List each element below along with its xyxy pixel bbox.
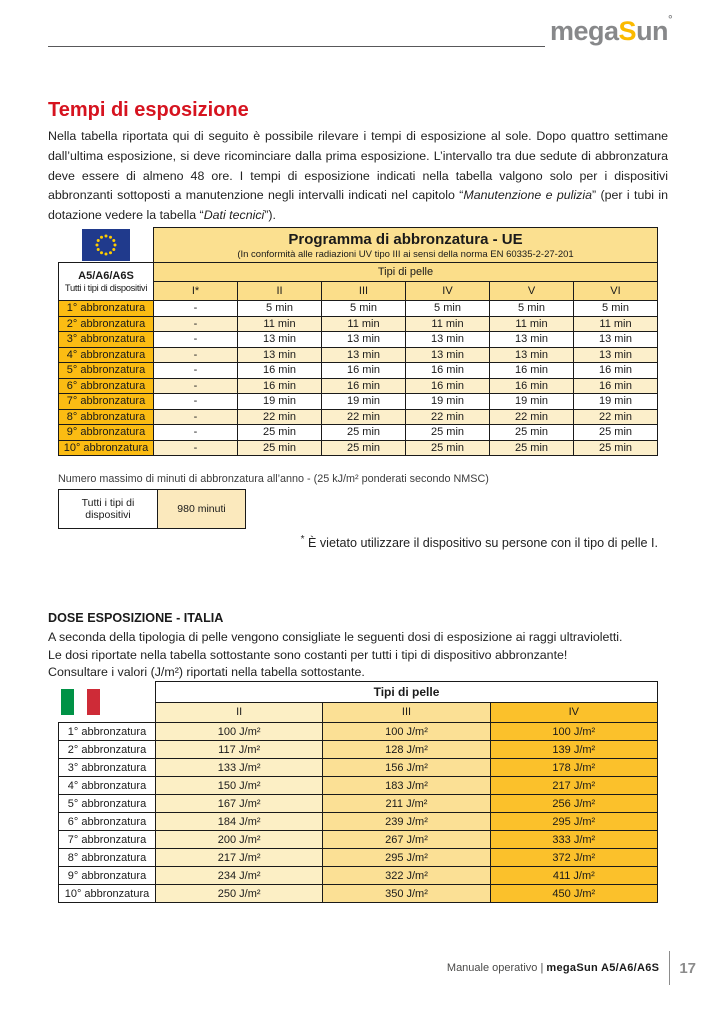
table-cell: 16 min <box>322 378 406 394</box>
logo-s: S <box>618 16 637 46</box>
table-cell: 25 min <box>406 425 490 441</box>
italia-dose-table <box>58 681 658 903</box>
intro-seg1: Nella tabella riportata qui di seguito è possibile rilevare i tempi di esposizione al sole. Dopo quattro settimane dall’ultima esposizione, si deve ricominciare dalla prima esposizione. L’intervallo tra due sedute di abbronzatura deve essere di almeno 48 ore. I tempi di esposizione indicati nella tabella valgono solo per i dispositivi abbronzanti sottoposti a manutenzione negli intervalli indicati nel capitolo “ <box>48 129 668 203</box>
header-rule <box>48 46 545 47</box>
table-cell: 22 min <box>322 409 406 425</box>
table-cell: 25 min <box>322 425 406 441</box>
table-cell: 150 J/m² <box>156 777 323 795</box>
page-title: Tempi di esposizione <box>48 99 249 121</box>
table-cell: 100 J/m² <box>323 723 490 741</box>
table-cell: 100 J/m² <box>156 723 323 741</box>
eu-flag-cell <box>59 228 154 263</box>
table-cell: 22 min <box>406 409 490 425</box>
row-label: 10° abbronzatura <box>59 885 156 903</box>
table-cell: 178 J/m² <box>490 759 657 777</box>
row-label: 5° abbronzatura <box>59 795 156 813</box>
table-cell: 256 J/m² <box>490 795 657 813</box>
table-row <box>59 316 658 332</box>
table-cell: 19 min <box>490 394 574 410</box>
max-minutes-label: Tutti i tipi di dispositivi <box>59 490 158 529</box>
footer-text <box>447 962 659 974</box>
table-cell: 22 min <box>490 409 574 425</box>
skin-types-header-italia: Tipi di pelle <box>156 682 658 703</box>
table-cell: 25 min <box>490 440 574 456</box>
logo-mega: mega <box>550 16 619 46</box>
table-cell: 322 J/m² <box>323 867 490 885</box>
eu-flag-icon <box>82 229 130 261</box>
dose-line-3: Consultare i valori (J/m²) riportati nella tabella sottostante. <box>48 665 365 680</box>
column-header-III: III <box>322 282 406 301</box>
table-cell: 19 min <box>322 394 406 410</box>
table-cell: 133 J/m² <box>156 759 323 777</box>
table-cell: 333 J/m² <box>490 831 657 849</box>
table-cell: - <box>154 378 238 394</box>
table-cell: 25 min <box>322 440 406 456</box>
megasun-logo <box>550 16 672 47</box>
table-cell: 5 min <box>574 301 658 317</box>
row-label: 9° abbronzatura <box>59 867 156 885</box>
table-cell: 13 min <box>574 347 658 363</box>
italy-flag-icon <box>61 689 101 715</box>
table-cell: 217 J/m² <box>156 849 323 867</box>
table-cell: 372 J/m² <box>490 849 657 867</box>
table-row <box>59 409 658 425</box>
table-cell: - <box>154 394 238 410</box>
table-row <box>59 849 658 867</box>
ue-table-subtitle: (In conformità alle radiazioni UV tipo III ai sensi della norma EN 60335-2-27-201 <box>237 248 574 260</box>
footer-divider <box>669 951 670 985</box>
italia-table-body <box>59 723 658 903</box>
ue-table-title: Programma di abbronzatura - UE <box>288 230 523 248</box>
logo-trademark: ° <box>668 14 672 26</box>
ue-table-skin-row <box>59 263 658 282</box>
ue-table-title-row <box>59 228 658 263</box>
device-model: A5/A6/A6S <box>78 270 134 282</box>
column-header-VI: VI <box>574 282 658 301</box>
intro-italic-manutenzione: Manutenzione e pulizia <box>463 188 592 203</box>
intro-seg5: ”). <box>264 208 276 223</box>
table-cell: 25 min <box>238 425 322 441</box>
max-minutes-note: Numero massimo di minuti di abbronzatura all’anno - (25 kJ/m² ponderati secondo NMSC) <box>58 473 489 485</box>
table-cell: 11 min <box>490 316 574 332</box>
table-row <box>59 867 658 885</box>
table-cell: 25 min <box>490 425 574 441</box>
column-header-IV: IV <box>406 282 490 301</box>
dose-section-heading: DOSE ESPOSIZIONE - ITALIA <box>48 611 224 625</box>
table-cell: 350 J/m² <box>323 885 490 903</box>
column-header-V: V <box>490 282 574 301</box>
table-cell: 19 min <box>574 394 658 410</box>
table-cell: 200 J/m² <box>156 831 323 849</box>
table-cell: 5 min <box>322 301 406 317</box>
table-cell: 450 J/m² <box>490 885 657 903</box>
row-label: 10° abbronzatura <box>59 440 154 456</box>
table-cell: 13 min <box>490 347 574 363</box>
italia-table-skin-row <box>59 682 658 703</box>
row-label: 6° abbronzatura <box>59 813 156 831</box>
footnote-asterisk: * <box>300 534 305 545</box>
table-row <box>59 723 658 741</box>
table-cell: 217 J/m² <box>490 777 657 795</box>
table-cell: 13 min <box>238 332 322 348</box>
table-cell: 411 J/m² <box>490 867 657 885</box>
row-label: 8° abbronzatura <box>59 849 156 867</box>
footnote-text: È vietato utilizzare il dispositivo su persone con il tipo di pelle I. <box>304 536 658 551</box>
intro-seg3: ” (per i tubi in dotazione vedere la tabella “ <box>48 188 668 223</box>
table-cell: 16 min <box>406 378 490 394</box>
table-cell: 16 min <box>574 363 658 379</box>
table-cell: 16 min <box>490 378 574 394</box>
table-cell: 184 J/m² <box>156 813 323 831</box>
table-cell: 139 J/m² <box>490 741 657 759</box>
table-cell: 234 J/m² <box>156 867 323 885</box>
table-cell: 167 J/m² <box>156 795 323 813</box>
table-row <box>59 831 658 849</box>
row-label: 6° abbronzatura <box>59 378 154 394</box>
table-cell: 16 min <box>238 378 322 394</box>
table-cell: 25 min <box>574 425 658 441</box>
table-cell: 13 min <box>406 347 490 363</box>
table-cell: 5 min <box>238 301 322 317</box>
table-row <box>59 741 658 759</box>
table-cell: 11 min <box>406 316 490 332</box>
page-number: 17 <box>679 959 696 977</box>
table-cell: - <box>154 440 238 456</box>
table-cell: 13 min <box>322 332 406 348</box>
row-label: 9° abbronzatura <box>59 425 154 441</box>
row-label: 7° abbronzatura <box>59 394 154 410</box>
ue-table-container <box>58 227 658 456</box>
ue-tanning-table <box>58 227 658 456</box>
max-minutes-value: 980 minuti <box>158 490 246 529</box>
table-cell: 11 min <box>574 316 658 332</box>
column-header-II-italia: II <box>156 702 323 723</box>
row-label: 4° abbronzatura <box>59 777 156 795</box>
table-cell: 19 min <box>238 394 322 410</box>
table-cell: 295 J/m² <box>490 813 657 831</box>
table-cell: 25 min <box>406 440 490 456</box>
table-cell: - <box>154 347 238 363</box>
italia-table-container <box>58 681 658 903</box>
table-row <box>59 347 658 363</box>
table-cell: 16 min <box>238 363 322 379</box>
column-header-IV-italia: IV <box>490 702 657 723</box>
table-cell: 11 min <box>322 316 406 332</box>
table-row <box>59 363 658 379</box>
table-cell: 25 min <box>238 440 322 456</box>
row-label: 1° abbronzatura <box>59 723 156 741</box>
table-cell: 22 min <box>238 409 322 425</box>
intro-italic-dati-tecnici: Dati tecnici <box>203 208 265 223</box>
max-minutes-row <box>59 490 246 529</box>
table-cell: 16 min <box>574 378 658 394</box>
table-row <box>59 425 658 441</box>
table-row <box>59 301 658 317</box>
table-row <box>59 777 658 795</box>
device-subtitle: Tutti i tipi di dispositivi <box>64 282 148 293</box>
table-cell: 16 min <box>322 363 406 379</box>
table-cell: 295 J/m² <box>323 849 490 867</box>
row-label: 7° abbronzatura <box>59 831 156 849</box>
table-cell: 267 J/m² <box>323 831 490 849</box>
table-cell: 16 min <box>490 363 574 379</box>
table-cell: 5 min <box>406 301 490 317</box>
footer-product-name: megaSun A5/A6/A6S <box>546 962 660 974</box>
table-row <box>59 813 658 831</box>
intro-paragraph <box>48 127 668 226</box>
table-row <box>59 759 658 777</box>
logo-un: un <box>636 16 669 46</box>
table-cell: 22 min <box>574 409 658 425</box>
footer-separator: | <box>540 962 544 974</box>
table-cell: - <box>154 425 238 441</box>
italy-flag-cell <box>59 682 156 723</box>
table-cell: - <box>154 332 238 348</box>
table-cell: 183 J/m² <box>323 777 490 795</box>
table-cell: 25 min <box>574 440 658 456</box>
table-cell: 16 min <box>406 363 490 379</box>
max-minutes-box <box>58 489 246 529</box>
table-row <box>59 378 658 394</box>
table-cell: - <box>154 316 238 332</box>
table-row <box>59 795 658 813</box>
table-row <box>59 885 658 903</box>
table-cell: 13 min <box>238 347 322 363</box>
table-row <box>59 332 658 348</box>
table-cell: 13 min <box>322 347 406 363</box>
skin-types-header: Tipi di pelle <box>154 263 658 282</box>
column-header-III-italia: III <box>323 702 490 723</box>
row-label: 8° abbronzatura <box>59 409 154 425</box>
device-type-cell <box>59 263 154 301</box>
table-cell: 11 min <box>238 316 322 332</box>
table-cell: 13 min <box>574 332 658 348</box>
table-row <box>59 440 658 456</box>
table-cell: 250 J/m² <box>156 885 323 903</box>
table-cell: - <box>154 301 238 317</box>
table-cell: 239 J/m² <box>323 813 490 831</box>
column-header-I: I* <box>154 282 238 301</box>
row-label: 2° abbronzatura <box>59 316 154 332</box>
table-cell: - <box>154 409 238 425</box>
skin-type-footnote <box>301 534 658 550</box>
table-row <box>59 394 658 410</box>
table-cell: 156 J/m² <box>323 759 490 777</box>
row-label: 1° abbronzatura <box>59 301 154 317</box>
row-label: 5° abbronzatura <box>59 363 154 379</box>
table-cell: 13 min <box>490 332 574 348</box>
ue-table-title-cell <box>154 228 658 263</box>
column-header-II: II <box>238 282 322 301</box>
dose-line-1: A seconda della tipologia di pelle vengono consigliate le seguenti dosi di esposizione ai raggi ultravioletti. <box>48 630 623 644</box>
table-cell: - <box>154 363 238 379</box>
table-cell: 19 min <box>406 394 490 410</box>
table-cell: 128 J/m² <box>323 741 490 759</box>
row-label: 3° abbronzatura <box>59 759 156 777</box>
dose-paragraph <box>48 629 668 682</box>
row-label: 3° abbronzatura <box>59 332 154 348</box>
ue-table-body <box>59 301 658 456</box>
row-label: 2° abbronzatura <box>59 741 156 759</box>
footer-manual-label: Manuale operativo <box>446 962 538 974</box>
page-footer <box>447 951 696 985</box>
table-cell: 5 min <box>490 301 574 317</box>
dose-line-2: Le dosi riportate nella tabella sottostante sono costanti per tutti i tipi di dispositivo abbronzante! <box>48 647 568 662</box>
table-cell: 100 J/m² <box>490 723 657 741</box>
row-label: 4° abbronzatura <box>59 347 154 363</box>
table-cell: 13 min <box>406 332 490 348</box>
table-cell: 117 J/m² <box>156 741 323 759</box>
table-cell: 211 J/m² <box>323 795 490 813</box>
